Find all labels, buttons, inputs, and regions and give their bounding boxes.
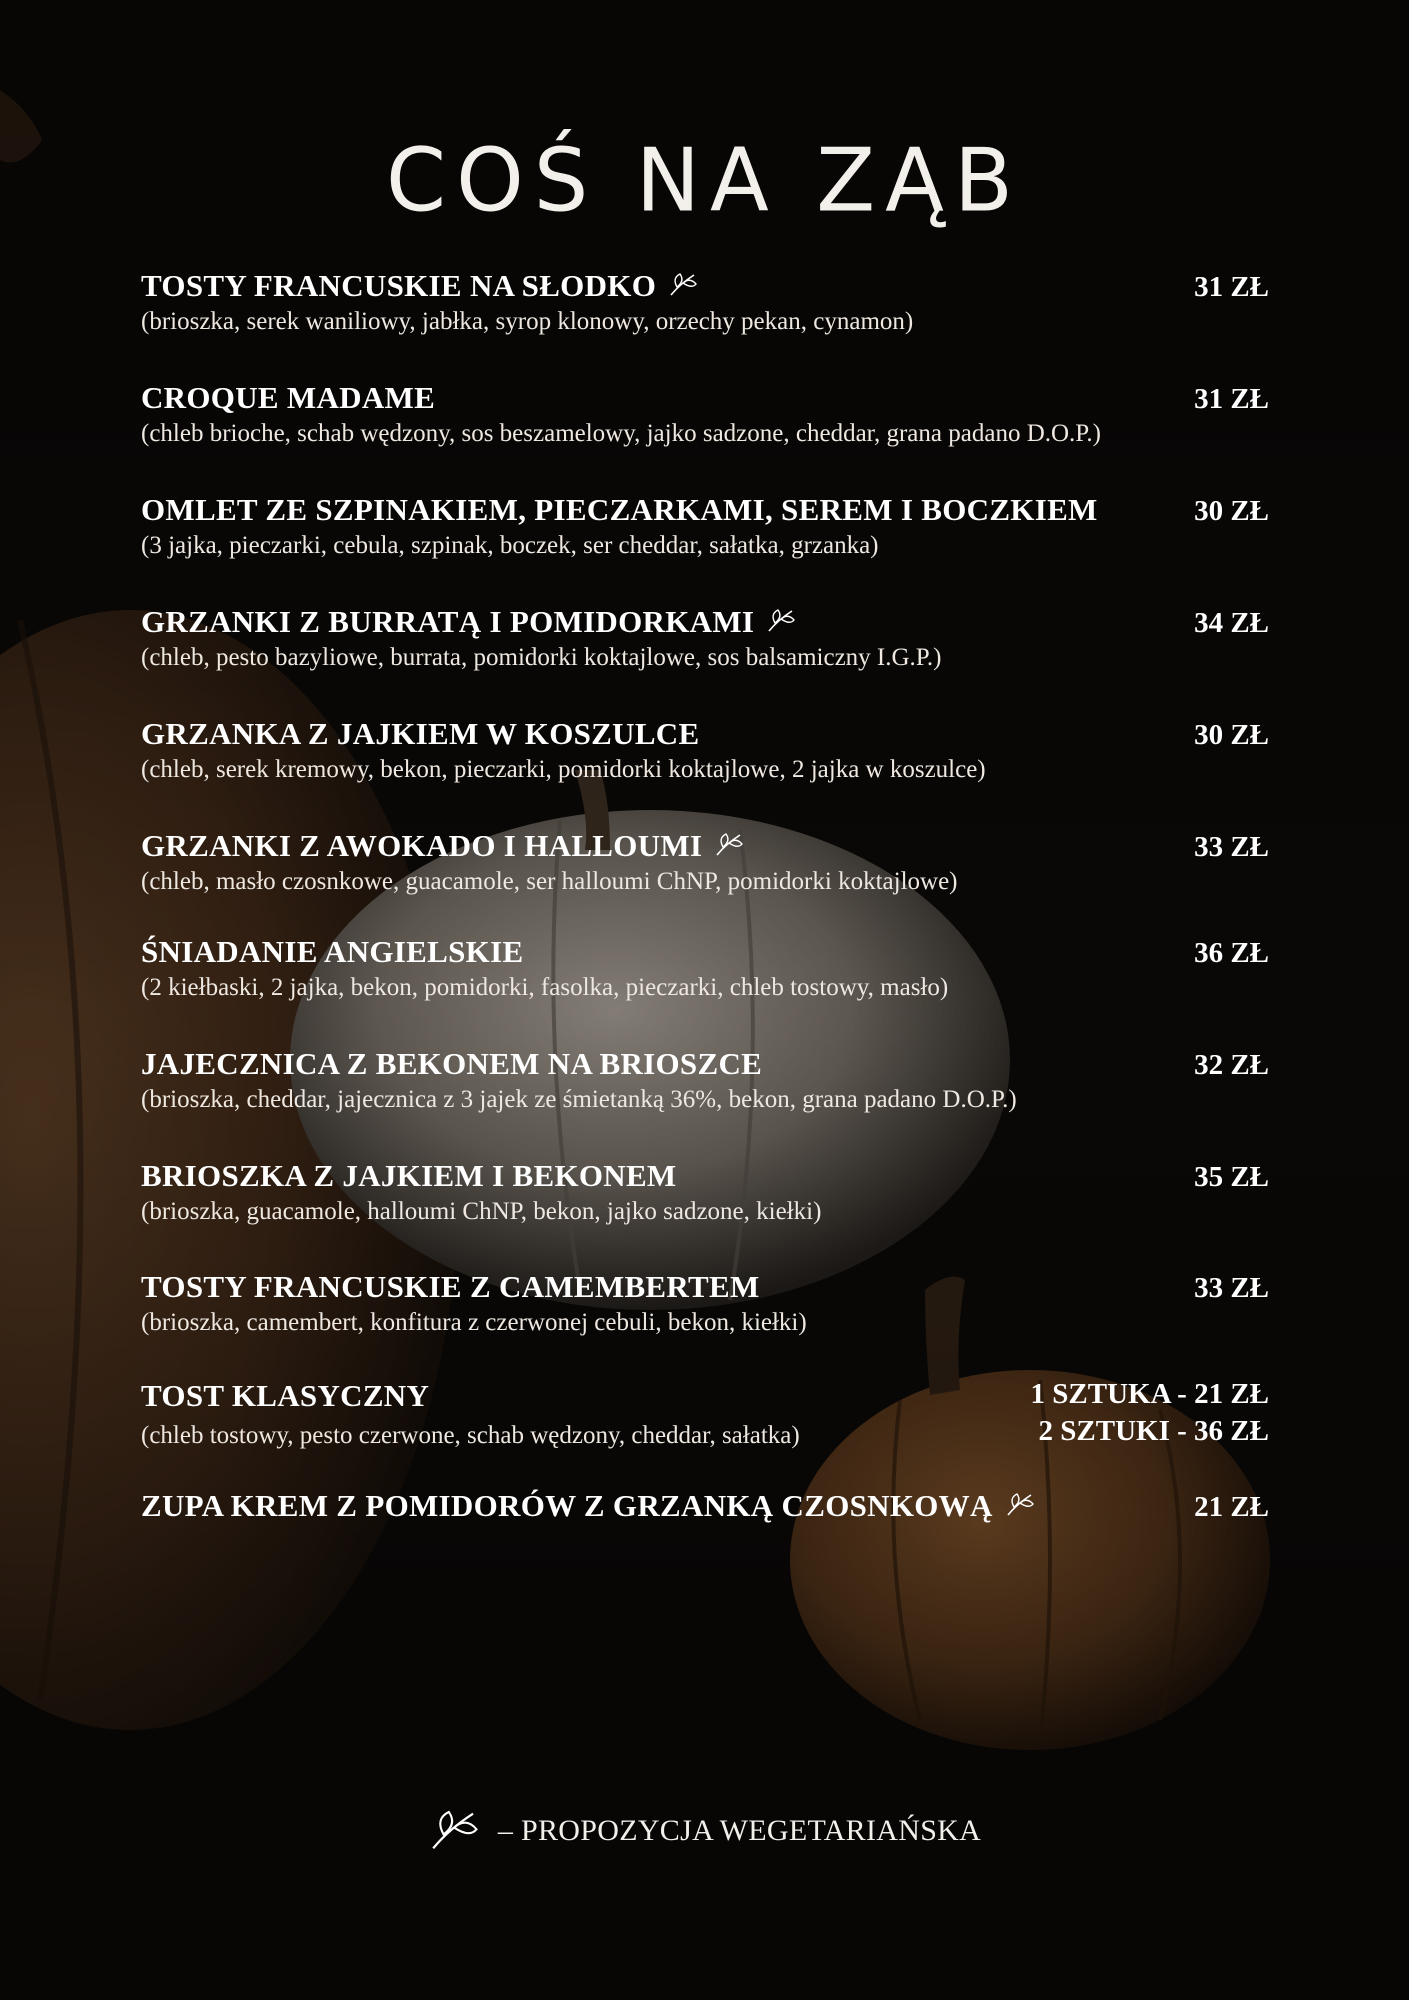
item-description: (brioszka, camembert, konfitura z czerwonej cebuli, bekon, kiełki) <box>141 1309 807 1336</box>
item-name: OMLET ZE SZPINAKIEM, PIECZARKAMI, SEREM I BOCZKIEM <box>141 492 1098 527</box>
menu-item-zupa <box>141 1488 1269 1524</box>
item-price: 36 ZŁ <box>1194 937 1269 969</box>
item-name: GRZANKA Z JAJKIEM W KOSZULCE <box>141 716 700 751</box>
item-name: TOSTY FRANCUSKIE Z CAMEMBERTEM <box>141 1269 760 1304</box>
legend-text: – PROPOZYCJA WEGETARIAŃSKA <box>497 1814 982 1847</box>
leaf-icon <box>766 608 796 634</box>
item-price: 33 ZŁ <box>1194 831 1269 863</box>
page-title: COŚ NA ZĄB <box>386 130 1023 232</box>
menu-item <box>141 934 1269 1002</box>
item-price: 31 ZŁ <box>1194 271 1269 303</box>
item-price: 33 ZŁ <box>1194 1272 1269 1304</box>
menu-item-tost-klasyczny <box>141 1378 1269 1450</box>
leaf-icon <box>428 1808 480 1854</box>
item-name: GRZANKI Z AWOKADO I HALLOUMI <box>141 828 703 863</box>
item-price: 31 ZŁ <box>1194 383 1269 415</box>
item-name: TOST KLASYCZNY <box>141 1378 430 1413</box>
item-description: (2 kiełbaski, 2 jajka, bekon, pomidorki, fasolka, pieczarki, chleb tostowy, masło) <box>141 974 949 1001</box>
item-name: JAJECZNICA Z BEKONEM NA BRIOSZCE <box>141 1046 763 1081</box>
item-name: TOSTY FRANCUSKIE NA SŁODKO <box>141 268 657 303</box>
menu-item <box>141 492 1269 560</box>
menu-item <box>141 1269 1269 1337</box>
item-description: (brioszka, guacamole, halloumi ChNP, bekon, jajko sadzone, kiełki) <box>141 1198 822 1225</box>
item-price: 21 ZŁ <box>1194 1491 1269 1523</box>
menu-item <box>141 716 1269 784</box>
item-price: 30 ZŁ <box>1194 719 1269 751</box>
item-price: 35 ZŁ <box>1194 1161 1269 1193</box>
item-price-one: 1 SZTUKA - 21 ZŁ <box>1030 1378 1269 1410</box>
item-price: 30 ZŁ <box>1194 495 1269 527</box>
item-description: (chleb, masło czosnkowe, guacamole, ser halloumi ChNP, pomidorki koktajlowe) <box>141 868 958 895</box>
item-name: CROQUE MADAME <box>141 380 436 415</box>
item-price-two: 2 SZTUKI - 36 ZŁ <box>1038 1415 1269 1447</box>
item-description: (chleb, pesto bazyliowe, burrata, pomidorki koktajlowe, sos balsamiczny I.G.P.) <box>141 644 942 671</box>
item-description: (brioszka, serek waniliowy, jabłka, syrop klonowy, orzechy pekan, cynamon) <box>141 308 914 335</box>
item-description: (chleb tostowy, pesto czerwone, schab wędzony, cheddar, sałatka) <box>141 1422 800 1449</box>
item-name: BRIOSZKA Z JAJKIEM I BEKONEM <box>141 1158 677 1193</box>
leaf-icon <box>1005 1492 1035 1518</box>
vegetarian-legend <box>0 1808 1409 1854</box>
menu-item <box>141 380 1269 448</box>
item-name: ŚNIADANIE ANGIELSKIE <box>141 934 524 969</box>
leaf-icon <box>714 832 744 858</box>
item-name: ZUPA KREM Z POMIDORÓW Z GRZANKĄ CZOSNKOWĄ <box>141 1488 993 1523</box>
menu-item <box>141 1046 1269 1114</box>
item-description: (chleb, serek kremowy, bekon, pieczarki, pomidorki koktajlowe, 2 jajka w koszulce) <box>141 756 986 783</box>
item-description: (brioszka, cheddar, jajecznica z 3 jajek ze śmietanką 36%, bekon, grana padano D.O.P.) <box>141 1086 1017 1113</box>
leaf-icon <box>668 272 698 298</box>
menu-item <box>141 268 1269 336</box>
item-description: (3 jajka, pieczarki, cebula, szpinak, boczek, ser cheddar, sałatka, grzanka) <box>141 532 879 559</box>
item-description: (chleb brioche, schab wędzony, sos beszamelowy, jajko sadzone, cheddar, grana padano D.O.P.) <box>141 420 1102 447</box>
menu-item <box>141 1158 1269 1226</box>
item-name: GRZANKI Z BURRATĄ I POMIDORKAMI <box>141 604 755 639</box>
item-price: 32 ZŁ <box>1194 1049 1269 1081</box>
item-price: 34 ZŁ <box>1194 607 1269 639</box>
menu-item <box>141 828 1269 896</box>
menu-item <box>141 604 1269 672</box>
